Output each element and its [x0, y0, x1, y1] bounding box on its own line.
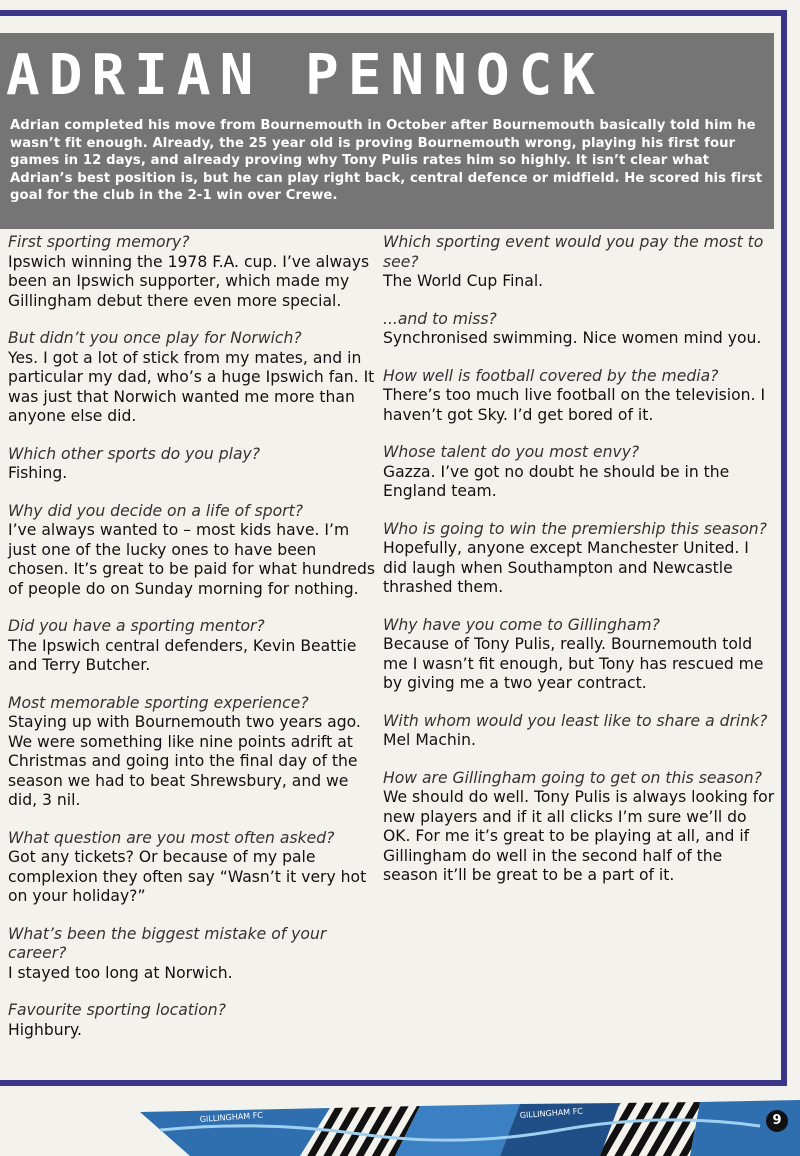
answer: Ipswich winning the 1978 F.A. cup. I’ve always been an Ipswich supporter, which made my Gillingham debut there even more special. — [8, 252, 370, 310]
answer: The World Cup Final. — [383, 272, 544, 290]
banner-text: GILLINGHAM FC — [519, 1106, 584, 1120]
qa-item — [383, 616, 775, 694]
answer: Because of Tony Pulis, really. Bournemouth told me I wasn’t fit enough, but Tony has rescued me by giving me a two year contract. — [383, 635, 764, 692]
answer: I’ve always wanted to – most kids have. I’m just one of the lucky ones to have been chosen. It’s great to be paid for what hundreds of people do on Sunday morning for nothing. — [8, 521, 376, 598]
answer: Fishing. — [8, 464, 68, 482]
answer: Staying up with Bournemouth two years ago. We were something like nine points adrift at Christmas and going into the final day of the season we had to beat Shrewsbury, and we did, 3 nil. — [8, 713, 361, 809]
question: Which sporting event would you pay the most to see? — [383, 233, 764, 271]
banner-text: GILLINGHAM FC — [199, 1110, 264, 1124]
qa-item — [8, 502, 380, 600]
qa-item — [383, 367, 775, 426]
answer: Yes. I got a lot of stick from my mates, and in particular my dad, who’s a huge Ipswich fan. It was just that Norwich wanted me more than anyone else did. — [8, 348, 375, 425]
footer-banner — [0, 1100, 800, 1156]
qa-item — [383, 443, 775, 502]
page-title: ADRIAN PENNOCK — [6, 43, 605, 108]
qa-item — [8, 829, 380, 907]
qa-item — [8, 925, 380, 984]
question: Most memorable sporting experience? — [8, 693, 309, 712]
qa-item — [383, 310, 775, 349]
qa-item — [8, 1001, 380, 1040]
answer: The Ipswich central defenders, Kevin Beattie and Terry Butcher. — [8, 636, 357, 674]
qa-item — [383, 769, 775, 886]
question: What’s been the biggest mistake of your career? — [8, 924, 327, 962]
question: Did you have a sporting mentor? — [8, 617, 265, 635]
qa-item — [383, 712, 775, 751]
left-column — [8, 233, 380, 1058]
right-column — [383, 233, 775, 904]
question: How are Gillingham going to get on this season? — [383, 768, 762, 787]
qa-item — [8, 694, 380, 811]
qa-item — [8, 445, 380, 484]
page-number: 9 — [766, 1110, 788, 1132]
qa-item — [383, 520, 775, 598]
answer: We should do well. Tony Pulis is always looking for new players and if it all clicks I’m sure we’ll do OK. For me it’s great to be playing at all, and if Gillingham do well in the second half of the season it’ll be great to be a part of it. — [383, 788, 775, 884]
answer: Got any tickets? Or because of my pale complexion they often say “Wasn’t it very hot on your holiday?” — [8, 848, 367, 905]
question: Whose talent do you most envy? — [383, 443, 640, 461]
answer: Gazza. I’ve got no doubt he should be in the England team. — [383, 462, 730, 500]
question: How well is football covered by the media? — [383, 366, 719, 385]
question: But didn’t you once play for Norwich? — [8, 329, 302, 347]
question: Who is going to win the premiership this season? — [383, 519, 767, 538]
qa-item — [8, 329, 380, 427]
answer: There’s too much live football on the television. I haven’t got Sky. I’d get bored of it. — [383, 386, 766, 424]
question: First sporting memory? — [8, 233, 190, 251]
answer: I stayed too long at Norwich. — [8, 963, 233, 982]
intro-paragraph: Adrian completed his move from Bournemouth in October after Bournemouth basically told him he wasn’t fit enough. Already, the 25 year old is proving Bournemouth wrong, playing his first four games in 12 days, and already proving why Tony Pulis rates him so highly. It isn’t clear what Adrian’s best position is, but he can play right back, central defence or midfield. He scored his first goal for the club in the 2-1 win over Crewe. — [10, 118, 763, 204]
qa-item — [8, 233, 380, 311]
qa-item — [8, 617, 380, 676]
question: Why have you come to Gillingham? — [383, 615, 660, 634]
question: Which other sports do you play? — [8, 444, 261, 463]
question: With whom would you least like to share a drink? — [383, 711, 768, 730]
answer: Synchronised swimming. Nice women mind you. — [383, 329, 762, 347]
qa-item — [383, 233, 775, 292]
answer: Mel Machin. — [383, 731, 476, 749]
question: ...and to miss? — [383, 309, 497, 328]
question: What question are you most often asked? — [8, 828, 335, 847]
answer: Highbury. — [8, 1020, 82, 1039]
question: Why did you decide on a life of sport? — [8, 501, 303, 520]
answer: Hopefully, anyone except Manchester United. I did laugh when Southampton and Newcastle thrashed them. — [383, 539, 749, 596]
club-ribbon-graphic — [0, 1100, 800, 1156]
question: Favourite sporting location? — [8, 1001, 226, 1019]
